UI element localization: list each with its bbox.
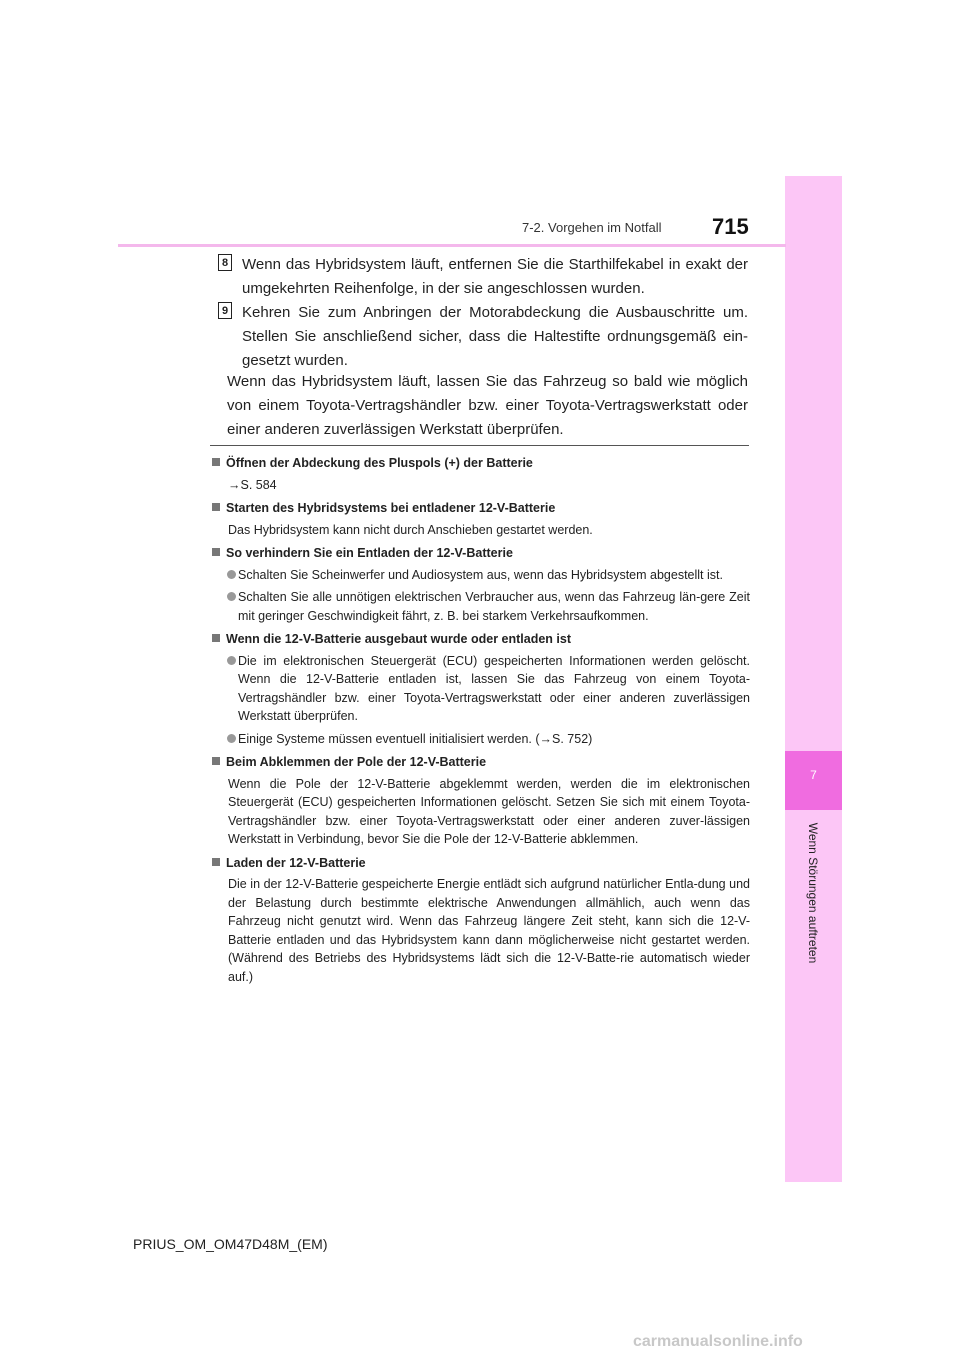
- arrow-icon: →: [228, 477, 241, 492]
- info-heading: Öffnen der Abdeckung des Pluspols (+) der Batterie: [226, 456, 533, 470]
- watermark: carmanualsonline.info: [633, 1333, 803, 1350]
- bullet-text: Schalten Sie alle unnötigen elektrischen Verbraucher aus, wenn das Fahrzeug län-gere Zeit mit geringer Geschwindigkeit fährt, z. B. bei starkem Verkehrsaufkommen.: [238, 590, 750, 623]
- round-bullet-icon: [227, 656, 236, 665]
- bullet-text: Schalten Sie Scheinwerfer und Audiosystem aus, wenn das Hybridsystem abgestellt ist.: [238, 567, 723, 582]
- info-text: Wenn die Pole der 12-V-Batterie abgeklemmt werden, werden die im elektronischen Steuergerät (ECU) gespeicherten Informationen gelöscht. Setzen Sie sich mit einem Toyota-Vertragshändler bzw. einer Toyota-Vertragswerkstatt oder einer anderen zuver-lässigen Werkstatt in Verbindung, bevor Sie die Pole der 12-V-Batterie abklemmen.: [228, 776, 750, 846]
- separator-rule: [210, 445, 749, 446]
- info-block-plus-cover: [212, 454, 750, 494]
- chapter-number: 7: [810, 768, 817, 782]
- round-bullet-icon: [227, 592, 236, 601]
- info-block-start-discharged: [212, 499, 750, 539]
- square-bullet-icon: [212, 458, 220, 466]
- info-section: [212, 454, 750, 986]
- square-bullet-icon: [212, 503, 220, 511]
- header-rule: [118, 244, 786, 247]
- info-block-removed-discharged: [212, 630, 750, 748]
- info-heading: So verhindern Sie ein Entladen der 12-V-Batterie: [226, 546, 513, 560]
- chapter-side-tab: [785, 176, 842, 1182]
- square-bullet-icon: [212, 634, 220, 642]
- info-heading: Wenn die 12-V-Batterie ausgebaut wurde oder entladen ist: [226, 632, 571, 646]
- step-text-9: Kehren Sie zum Anbringen der Motorabdeckung die Ausbauschritte um. Stellen Sie anschließend sicher, dass die Haltestifte ordnungsgemäß ein-gesetzt wurden.: [242, 304, 748, 369]
- info-heading: Laden der 12-V-Batterie: [226, 855, 366, 870]
- info-text: Das Hybridsystem kann nicht durch Anschieben gestartet werden.: [228, 522, 593, 537]
- round-bullet-icon: [227, 734, 236, 743]
- check-note: Wenn das Hybridsystem läuft, lassen Sie das Fahrzeug so bald wie möglich von einem Toyota-Vertragshändler bzw. einer Toyota-Vertragswerkstatt oder einer anderen zuverlässigen Werkstatt überprüfen.: [227, 373, 748, 438]
- square-bullet-icon: [212, 858, 220, 866]
- step-text-8: Wenn das Hybridsystem läuft, entfernen Sie die Starthilfekabel in exakt der umgekehrten Reihenfolge, in der sie angeschlossen wurden.: [242, 256, 748, 297]
- page-number: 715: [712, 214, 749, 239]
- document-code: PRIUS_OM_OM47D48M_(EM): [133, 1236, 328, 1252]
- info-block-charging: [212, 854, 750, 987]
- square-bullet-icon: [212, 757, 220, 765]
- square-bullet-icon: [212, 548, 220, 556]
- bullet-text: Einige Systeme müssen eventuell initialisiert werden. (→S. 752): [238, 731, 593, 746]
- info-block-disconnect-terminals: [212, 753, 750, 849]
- step-number-8: 8: [218, 254, 232, 271]
- info-heading: Starten des Hybridsystems bei entladener 12-V-Batterie: [226, 501, 556, 515]
- round-bullet-icon: [227, 570, 236, 579]
- chapter-title: Wenn Störungen auftreten: [806, 822, 820, 964]
- info-block-prevent-discharge: [212, 544, 750, 625]
- step-number-9: 9: [218, 302, 232, 319]
- info-text: Die in der 12-V-Batterie gespeicherte Energie entlädt sich aufgrund natürlicher Entla-dung und der Belastung durch bestimmte elektrische Anwendungen allmählich, auch wenn das Fahrzeug nicht genutzt wird. Wenn das Fahrzeug längere Zeit steht, kann sich die 12-V-Batterie entladen und das Hybridsystem kann dann möglicherweise nicht gestartet werden. (Während des Betriebs des Hybridsystems lädt sich die 12-V-Batte-rie automatisch wieder auf.): [228, 877, 750, 984]
- bullet-text: Die im elektronischen Steuergerät (ECU) gespeicherten Informationen werden gelöscht. Wenn die 12-V-Batterie entladen ist, lassen Sie das Fahrzeug von einem Toyota-Vertragshändler bzw. einer Toyota-Vertragswerkstatt oder einer anderen zuverlässigen Werkstatt überprüfen.: [238, 653, 750, 723]
- info-heading: Beim Abklemmen der Pole der 12-V-Batterie: [226, 755, 487, 769]
- section-title: 7-2. Vorgehen im Notfall: [522, 220, 662, 235]
- page-reference: S. 584: [240, 477, 277, 492]
